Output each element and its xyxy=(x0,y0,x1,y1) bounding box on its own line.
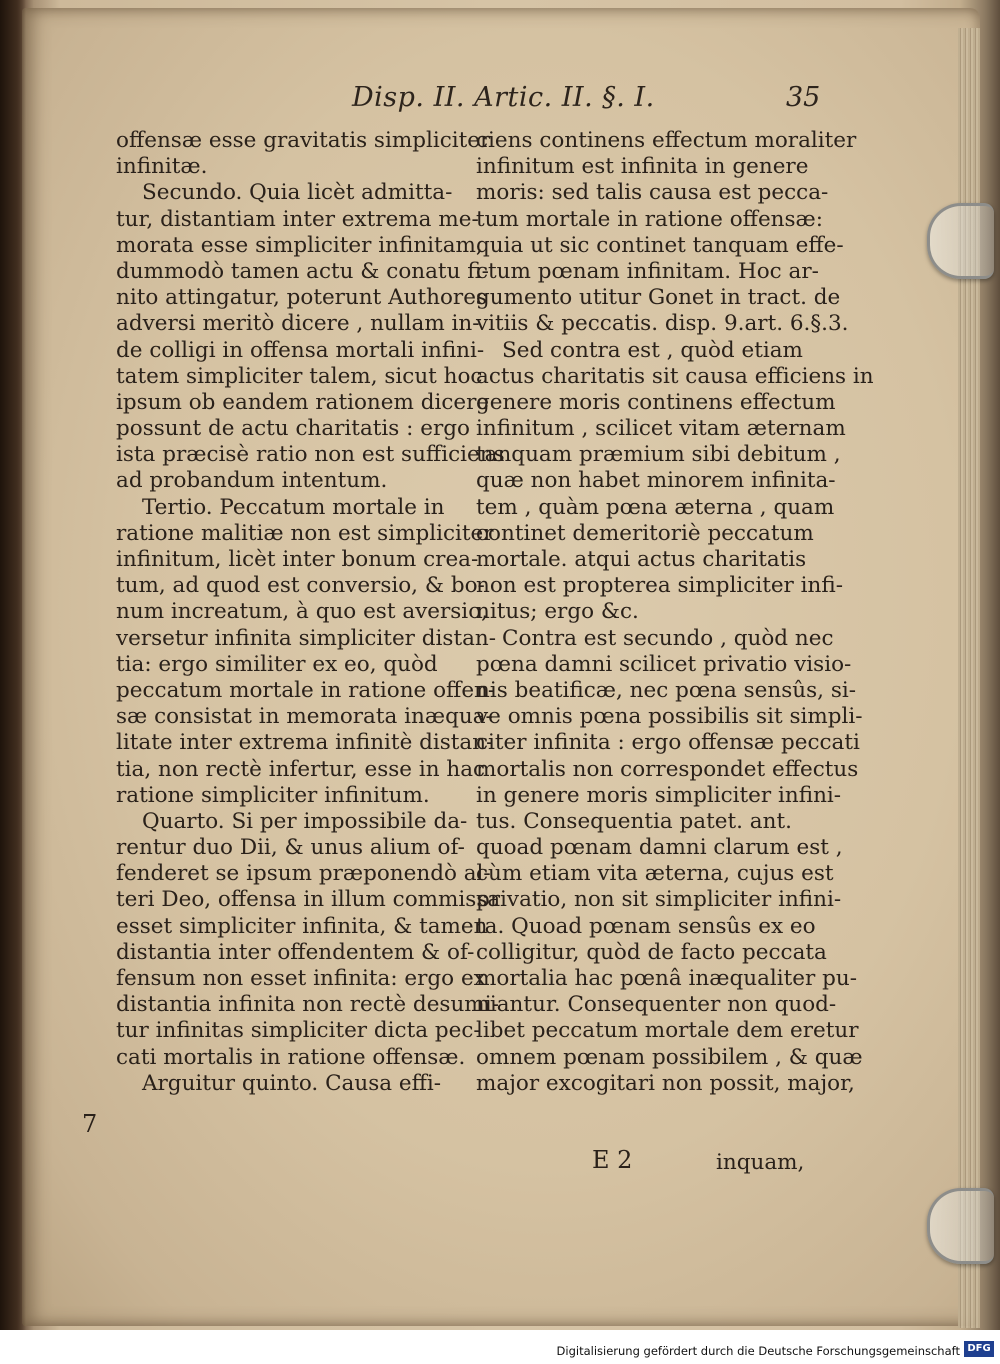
text-line: peccatum mortale in ratione offen- xyxy=(116,677,496,703)
text-line: rentur duo Dii, & unus alium of- xyxy=(116,835,465,861)
text-line: nito attingatur, poterunt Authores xyxy=(116,285,487,311)
text-line: ctum pœnam infinitam. Hoc ar- xyxy=(476,258,819,284)
text-line: moris: sed talis causa est pecca- xyxy=(476,180,829,206)
text-line: mortalia hac pœnâ inæqualiter pu- xyxy=(476,966,857,991)
text-line: fensum non esset infinita: ergo ex xyxy=(116,966,486,991)
text-line: Contra est secundo , quòd nec xyxy=(502,625,834,651)
text-line: major excogitari non possit, major, xyxy=(476,1070,855,1096)
text-line: dummodò tamen actu & conatu fi- xyxy=(116,258,489,284)
text-line: teri Deo, offensa in illum commissa xyxy=(116,887,501,913)
text-line: libet peccatum mortale dem eretur xyxy=(476,1018,859,1044)
text-line: nis beatificæ, nec pœna sensûs, si- xyxy=(476,677,856,703)
text-line: genere moris continens effectum xyxy=(476,389,836,415)
text-line: mortalis non correspondet effectus xyxy=(476,756,859,782)
text-line: infinitum est infinita in genere xyxy=(476,154,809,180)
text-line: tem , quàm pœna æterna , quam xyxy=(476,494,835,520)
text-line: ta. Quoad pœnam sensûs ex eo xyxy=(476,913,816,939)
text-line: privatio, non sit simpliciter infini- xyxy=(476,887,842,913)
text-line: ratione malitiæ non est simpliciter xyxy=(116,520,494,546)
text-line: colligitur, quòd de facto peccata xyxy=(476,939,827,965)
text-line: citer infinita : ergo offensæ peccati xyxy=(476,730,860,756)
text-line: Quarto. Si per impossibile da- xyxy=(142,808,468,834)
text-line: infinitæ. xyxy=(116,154,208,180)
text-line: tia, non rectè infertur, esse in hac xyxy=(116,756,486,782)
running-title: Disp. II. Artic. II. §. I. xyxy=(352,82,655,113)
text-line: actus charitatis sit causa efficiens in xyxy=(476,363,874,389)
text-line: in genere moris simpliciter infini- xyxy=(476,782,842,808)
text-line: tia: ergo similiter ex eo, quòd xyxy=(116,651,438,677)
text-line: omnem pœnam possibilem , & quæ xyxy=(476,1044,863,1070)
text-line: Tertio. Peccatum mortale in xyxy=(142,494,445,520)
binding-gutter xyxy=(0,0,26,1364)
text-line: ad probandum intentum. xyxy=(116,468,388,494)
text-line: non est propterea simpliciter infi- xyxy=(476,573,844,599)
footer-credit: Digitalisierung gefördert durch die Deutsche Forschungsgemeinschaft xyxy=(556,1344,960,1358)
text-line: num increatum, à quo est aversio, xyxy=(116,599,488,625)
text-line: cati mortalis in ratione offensæ. xyxy=(116,1044,466,1070)
text-line: ratione simpliciter infinitum. xyxy=(116,782,430,808)
text-line: nitus; ergo &c. xyxy=(476,599,639,625)
text-line: infinitum, licèt inter bonum crea- xyxy=(116,547,479,572)
text-line: tanquam præmium sibi debitum , xyxy=(476,442,841,468)
text-line: de colligi in offensa mortali infini- xyxy=(116,337,485,363)
text-line: litate inter extrema infinitè distan- xyxy=(116,730,494,756)
text-line: pœna damni scilicet privatio visio- xyxy=(476,651,852,677)
text-line: infinitum , scilicet vitam æternam xyxy=(476,416,846,442)
text-line: ipsum ob eandem rationem dicere xyxy=(116,389,490,415)
text-line: fenderet se ipsum præponendò al- xyxy=(116,861,491,887)
signature-mark: E 2 xyxy=(592,1146,633,1174)
text-line: versetur infinita simpliciter distan- xyxy=(116,625,497,651)
text-line: offensæ esse gravitatis simpliciter xyxy=(116,128,491,153)
text-line: Sed contra est , quòd etiam xyxy=(502,337,803,363)
text-line: vitiis & peccatis. disp. 9.art. 6.§.3. xyxy=(476,311,849,337)
text-line: ve omnis pœna possibilis sit simpli- xyxy=(476,704,863,730)
catchword: inquam, xyxy=(716,1150,805,1175)
text-line: ista præcisè ratio non est sufficiens xyxy=(116,442,505,468)
text-line: quia ut sic continet tanquam effe- xyxy=(476,232,844,258)
page-clip-bottom xyxy=(927,1188,994,1264)
text-line: quæ non habet minorem infinita- xyxy=(476,468,836,494)
text-line: esset simpliciter infinita, & tamen xyxy=(116,913,488,939)
text-line: gumento utitur Gonet in tract. de xyxy=(476,285,841,311)
text-line: tum, ad quod est conversio, & bo- xyxy=(116,573,485,599)
text-line: tus. Consequentia patet. ant. xyxy=(476,808,792,834)
text-line: Secundo. Quia licèt admitta- xyxy=(142,180,453,206)
text-line: continet demeritoriè peccatum xyxy=(476,520,814,546)
text-line: niantur. Consequenter non quod- xyxy=(476,992,837,1018)
text-line: tatem simpliciter talem, sicut hoc xyxy=(116,363,483,389)
page-number: 35 xyxy=(786,82,821,113)
text-line: sæ consistat in memorata inæqua- xyxy=(116,704,493,730)
text-line: possunt de actu charitatis : ergo xyxy=(116,416,470,442)
text-line: quoad pœnam damni clarum est , xyxy=(476,835,843,861)
text-line: distantia inter offendentem & of- xyxy=(116,939,475,965)
text-line: distantia infinita non rectè desumi- xyxy=(116,992,499,1018)
text-line: ciens continens effectum moraliter xyxy=(476,128,857,153)
text-line: tur infinitas simpliciter dicta pec- xyxy=(116,1018,481,1044)
text-line: morata esse simpliciter infinitam, xyxy=(116,232,483,258)
text-line: adversi meritò dicere , nullam in- xyxy=(116,311,480,337)
text-line: tum mortale in ratione offensæ: xyxy=(476,206,824,232)
left-column xyxy=(116,128,505,1097)
margin-number: 7 xyxy=(82,1110,98,1138)
page-clip-top xyxy=(927,203,994,279)
text-line: cùm etiam vita æterna, cujus est xyxy=(476,861,834,887)
right-column xyxy=(476,128,874,1097)
dfg-logo-icon: DFG xyxy=(964,1341,994,1357)
text-line: Arguitur quinto. Causa effi- xyxy=(142,1070,442,1096)
text-line: mortale. atqui actus charitatis xyxy=(476,547,807,572)
text-line: tur, distantiam inter extrema me- xyxy=(116,206,479,232)
